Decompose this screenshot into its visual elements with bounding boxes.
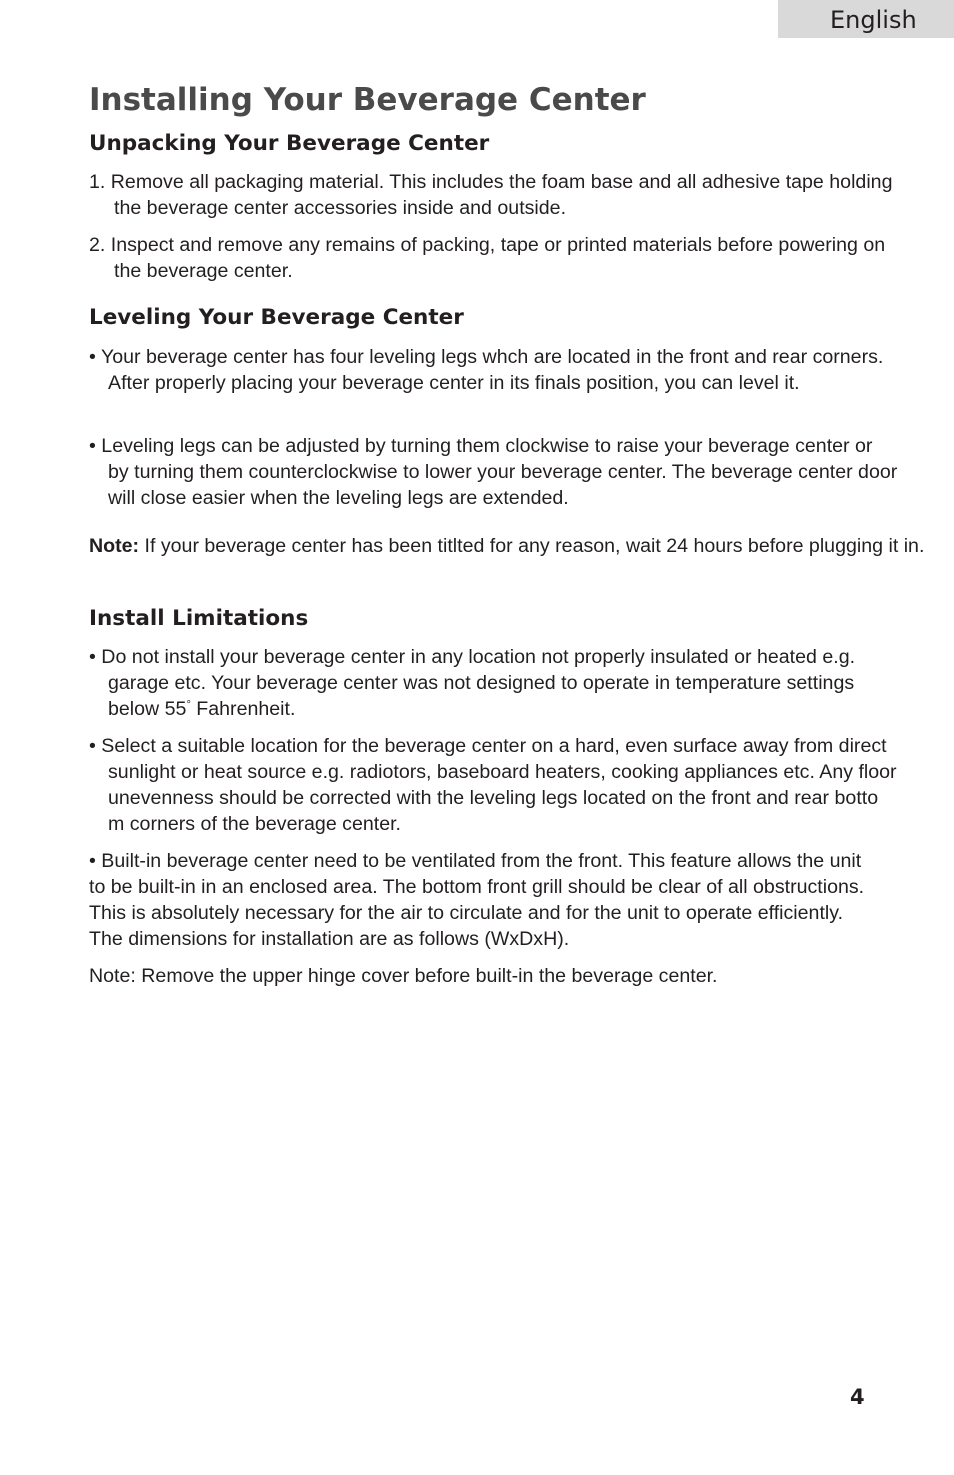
section-heading-unpacking: Unpacking Your Beverage Center xyxy=(89,131,490,156)
leveling-note xyxy=(89,533,937,559)
page-number: 4 xyxy=(850,1385,865,1409)
limitations-bullet-2: • Select a suitable location for the beverage center on a hard, even surface away from direct sunlight or heat source e.g. radiotors, baseboard heaters, cooking appliances etc. Any floor unevenness should be corrected with the leveling legs located on the front and rear botto m corners of the beverage center. xyxy=(89,735,897,835)
unpacking-step-2: 2. Inspect and remove any remains of packing, tape or printed materials before powering on the beverage center. xyxy=(89,234,886,282)
page-title: Installing Your Beverage Center xyxy=(89,82,646,118)
section-heading-limitations: Install Limitations xyxy=(89,606,309,631)
language-tab: English xyxy=(778,0,954,38)
limitations-bullet-1 xyxy=(89,644,898,722)
leveling-bullet-1: • Your beverage center has four leveling legs whch are located in the front and rear corners. After properly placing your beverage center in its finals position, you can level it. xyxy=(89,346,884,394)
section-heading-leveling: Leveling Your Beverage Center xyxy=(89,305,464,330)
limitations-bullet-1-unit: Fahrenheit. xyxy=(190,698,296,720)
limitations-note: Note: Remove the upper hinge cover before built-in the beverage center. xyxy=(89,965,718,987)
note-text: If your beverage center has been titlted for any reason, wait 24 hours before plugging it in. xyxy=(139,535,925,557)
unpacking-step-1: 1. Remove all packaging material. This includes the foam base and all adhesive tape holding the beverage center accessories inside and outside. xyxy=(89,171,893,219)
degree-symbol: ° xyxy=(186,699,191,711)
leveling-bullet-2: • Leveling legs can be adjusted by turning them clockwise to raise your beverage center or by turning them counterclockwise to lower your beverage center. The beverage center door will close easier when the leveling legs are extended. xyxy=(89,435,898,509)
limitations-bullet-1-text: • Do not install your beverage center in any location not properly insulated or heated e.g. garage etc. Your beverage center was not designed to operate in temperature settings below 55 xyxy=(89,646,856,720)
note-label: Note: xyxy=(89,535,140,557)
limitations-bullet-3: • Built-in beverage center need to be ventilated from the front. This feature allows the unit to be built-in in an enclosed area. The bottom front grill should be clear of all obstructions. This is absolutely necessary for the air to circulate and for the unit to operate efficiently. The dimensions for installation are as follows (WxDxH). xyxy=(89,850,865,950)
